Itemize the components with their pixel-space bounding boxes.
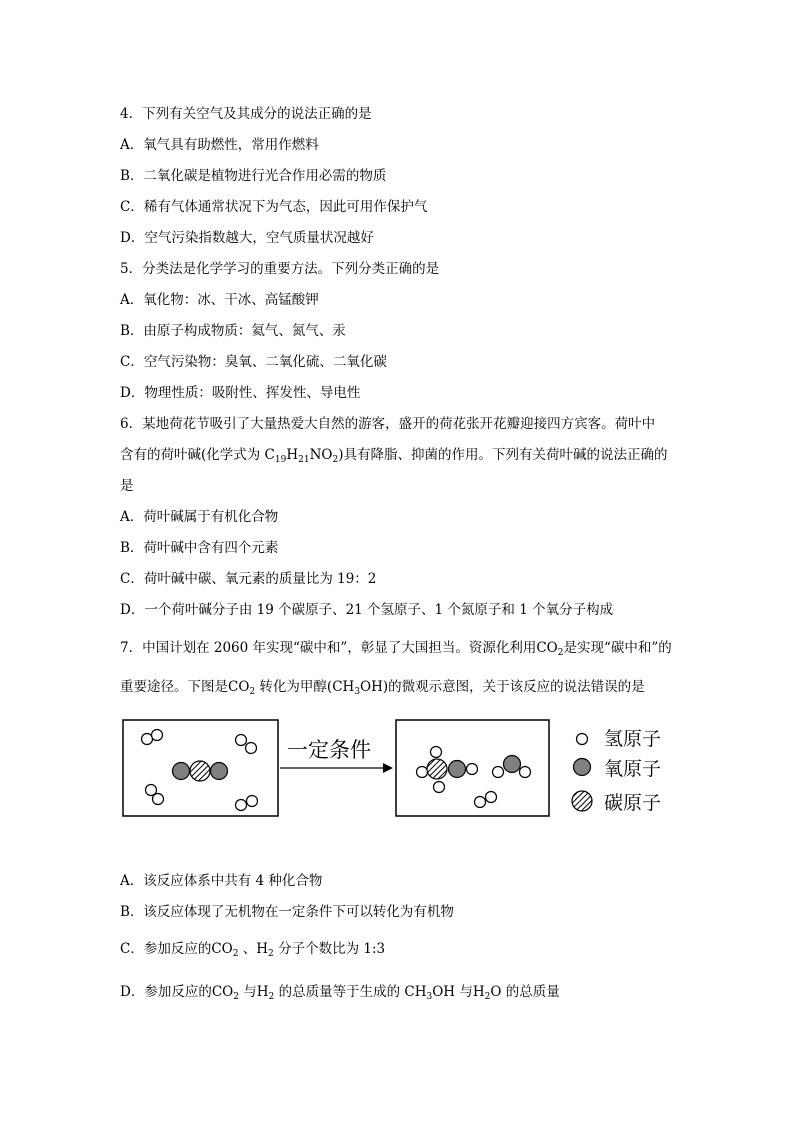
- q7-option-a: A．该反应体系中共有 4 种化合物: [120, 873, 323, 889]
- q7-option-d: D．参加反应的$CO_2$ 与$H_2$ 的总质量等于生成的 $CH_3OH$ 与$H_2O$ 的总质量: [120, 984, 560, 1002]
- q6-option-a: A．荷叶碱属于有机化合物: [120, 509, 279, 525]
- q6-stem-line3: 是: [120, 478, 134, 494]
- q4-option-b: B．二氧化碳是植物进行光合作用必需的物质: [120, 168, 387, 184]
- arrow-head: [383, 763, 393, 773]
- q6-option-b: B．荷叶碱中含有四个元素: [120, 540, 279, 556]
- oxygen-atom: [211, 763, 228, 780]
- hydrogen-atom: [417, 767, 428, 778]
- q4-option-c: C．稀有气体通常状况下为气态，因此可用作保护气: [120, 199, 428, 215]
- hydrogen-atom: [434, 782, 445, 793]
- legend-carbon-label: 碳原子: [604, 792, 662, 814]
- q6-option-c: C．荷叶碱中碳、氧元素的质量比为 19：2: [120, 571, 377, 587]
- q5-option-c: C．空气污染物：臭氧、二氧化硫、二氧化碳: [120, 354, 387, 370]
- legend: [572, 728, 661, 814]
- hydrogen-atom: [142, 734, 153, 745]
- hydrogen-atom: [152, 730, 163, 741]
- arrow-condition-label: 一定条件: [287, 738, 371, 762]
- q6-option-d: D．一个荷叶碱分子由 19 个碳原子、21 个氢原子、1 个氮原子和 1 个氧分子构成: [120, 602, 614, 618]
- legend-carbon-icon: [572, 791, 592, 811]
- oxygen-atom: [449, 761, 466, 778]
- hydrogen-atom: [486, 792, 497, 803]
- hydrogen-atom: [246, 743, 257, 754]
- q4-stem: 4．下列有关空气及其成分的说法正确的是: [120, 106, 372, 122]
- hydrogen-atom: [236, 735, 247, 746]
- q5-option-d: D．物理性质：吸附性、挥发性、导电性: [120, 385, 361, 401]
- q7-stem-line1: 7．中国计划在 2060 年实现“碳中和”，彰显了大国担当。资源化利用$CO_2$是实现“碳中和”的: [120, 640, 672, 658]
- hydrogen-atom: [475, 797, 486, 808]
- hydrogen-atom: [236, 800, 247, 811]
- legend-hydrogen-icon: [577, 734, 588, 745]
- q5-stem: 5．分类法是化学学习的重要方法。下列分类正确的是: [120, 261, 440, 277]
- q4-option-d: D．空气污染指数越大，空气质量状况越好: [120, 230, 374, 246]
- carbon-atom: [427, 759, 447, 779]
- q6-stem-line2: 含有的荷叶碱(化学式为 $C_{19}H_{21}NO_2$)具有降脂、抑菌的作用。下列有关荷叶碱的说法正确的: [120, 447, 668, 465]
- q5-option-b: B．由原子构成物质：氦气、氮气、汞: [120, 323, 346, 339]
- q6-stem-line1: 6．某地荷花节吸引了大量热爱大自然的游客，盛开的荷花张开花瓣迎接四方宾客。荷叶中: [120, 416, 656, 432]
- oxygen-atom: [173, 763, 190, 780]
- q7-option-b: B．该反应体现了无机物在一定条件下可以转化为有机物: [120, 904, 454, 920]
- hydrogen-atom: [247, 796, 258, 807]
- co2-molecule: [173, 761, 228, 781]
- hydrogen-atom: [467, 764, 478, 775]
- q4-option-a: A．氧气具有助燃性，常用作燃料: [120, 137, 319, 153]
- hydrogen-atom: [493, 767, 504, 778]
- q5-option-a: A．氧化物：冰、干冰、高锰酸钾: [120, 292, 319, 308]
- legend-oxygen-icon: [574, 759, 591, 776]
- q7-option-c: C．参加反应的$CO_2$ 、$H_2$ 分子个数比为 1:3: [120, 941, 386, 959]
- legend-oxygen-label: 氧原子: [604, 758, 662, 780]
- hydrogen-atom: [431, 747, 442, 758]
- legend-hydrogen-label: 氢原子: [604, 728, 662, 750]
- oxygen-atom: [504, 756, 521, 773]
- q7-stem-line2: 重要途径。下图是$CO_2$ 转化为甲醇$(CH_3OH)$的微观示意图，关于该反应的说法错误的是: [120, 679, 645, 697]
- carbon-atom: [190, 761, 210, 781]
- hydrogen-atom: [153, 794, 164, 805]
- hydrogen-atom: [520, 767, 531, 778]
